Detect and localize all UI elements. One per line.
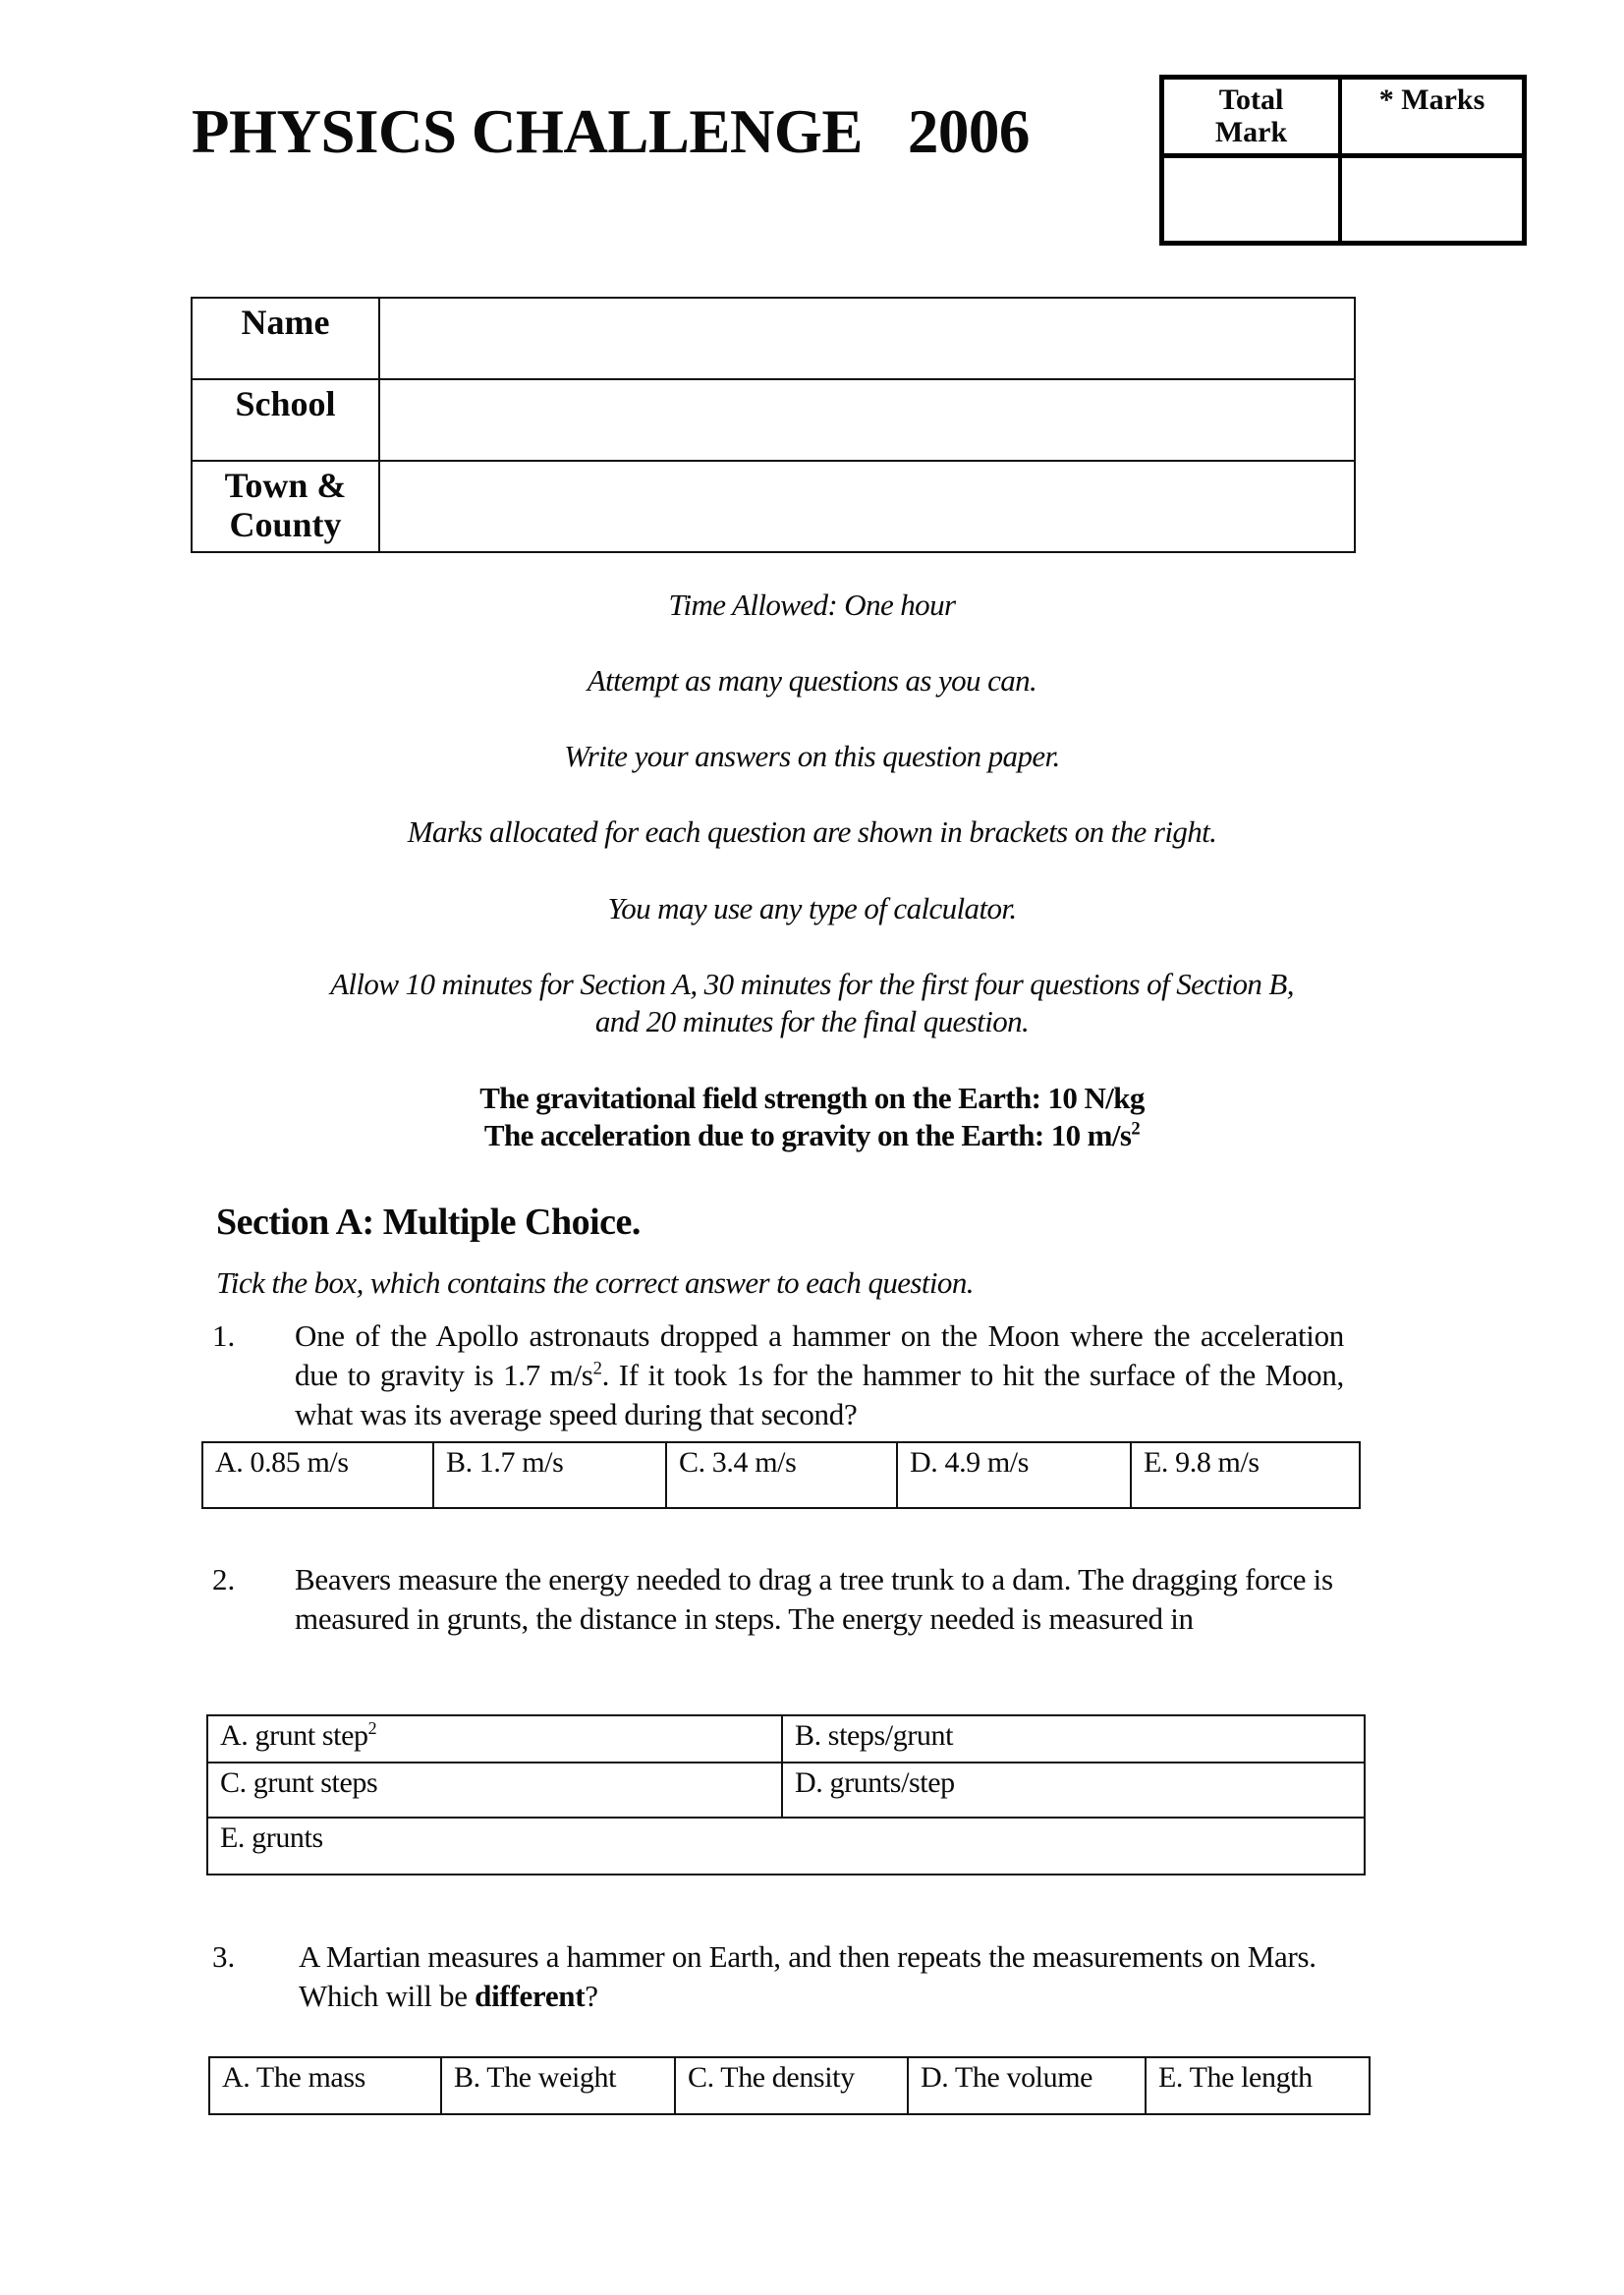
page-title	[192, 97, 1030, 166]
name-cell	[379, 298, 1355, 379]
section-heading: Section A: Multiple Choice.	[216, 1202, 641, 1243]
town-label: Town &	[224, 466, 347, 505]
option-b[interactable]: B. steps/grunt	[782, 1715, 1365, 1763]
superscript: 2	[367, 1718, 377, 1738]
constant-acceleration-text: The acceleration due to gravity on the Earth: 10 m/s	[483, 1118, 1132, 1152]
superscript: 2	[592, 1358, 602, 1379]
question-2-options	[206, 1714, 1366, 1875]
option-d[interactable]: D. grunts/step	[782, 1763, 1365, 1818]
town-county-label	[192, 461, 379, 552]
question-text-part: ?	[585, 1979, 598, 2013]
question-text-part: . If it took 1s for the hammer to hit the surface of the Moon, what was its average speed during that second?	[295, 1358, 1344, 1431]
question-3-options	[208, 2056, 1371, 2115]
details-row-school	[192, 379, 1355, 461]
school-field[interactable]	[380, 380, 1354, 460]
instruction-calculator: You may use any type of calculator.	[607, 891, 1017, 925]
total-mark-label-line2: Mark	[1214, 116, 1288, 148]
constant-acceleration	[0, 1118, 1624, 1153]
town-county-field[interactable]	[380, 462, 1354, 551]
marks-header	[1342, 80, 1522, 158]
time-allowed: Time Allowed: One hour	[668, 588, 956, 622]
option-c[interactable]: C. 3.4 m/s	[666, 1442, 897, 1508]
town-county-cell	[379, 461, 1355, 552]
title-year: 2006	[907, 97, 1030, 166]
school-cell	[379, 379, 1355, 461]
marks-field[interactable]	[1342, 158, 1522, 241]
option-a[interactable]: A. The mass	[209, 2057, 441, 2114]
option-a[interactable]: A. 0.85 m/s	[202, 1442, 433, 1508]
question-text	[295, 1316, 1344, 1434]
option-c[interactable]: C. grunt steps	[207, 1763, 782, 1818]
total-mark-field[interactable]	[1164, 158, 1342, 241]
option-d[interactable]: D. The volume	[908, 2057, 1146, 2114]
option-e[interactable]: E. grunts	[207, 1818, 1365, 1875]
marks-box	[1159, 75, 1527, 246]
instruction-allow-line1: Allow 10 minutes for Section A, 30 minutes for the first four questions of Section B,	[330, 967, 1294, 1001]
option-b[interactable]: B. 1.7 m/s	[433, 1442, 666, 1508]
instruction-marks: Marks allocated for each question are shown in brackets on the right.	[407, 814, 1217, 849]
candidate-details-table	[191, 297, 1356, 553]
total-mark-label-line1: Total	[1218, 84, 1284, 116]
school-label: School	[192, 379, 379, 461]
details-row-name	[192, 298, 1355, 379]
option-a[interactable]	[207, 1715, 782, 1763]
question-text-part: A Martian measures a hammer on Earth, and then repeats the measurements on Mars. Which will be	[299, 1939, 1316, 2013]
question-text-emphasis: different	[475, 1979, 586, 2013]
question-text: Beavers measure the energy needed to drag a tree trunk to a dam. The dragging force is measured in grunts, the distance in steps. The energy needed is measured in	[295, 1562, 1333, 1636]
option-e[interactable]: E. 9.8 m/s	[1131, 1442, 1360, 1508]
superscript: 2	[1131, 1118, 1141, 1140]
instruction-attempt: Attempt as many questions as you can.	[587, 663, 1037, 698]
question-text-part: One of the Apollo astronauts dropped a hammer on the Moon where the acceleration due to gravity is 1.7 m/s	[295, 1318, 1344, 1392]
instruction-write: Write your answers on this question paper.	[564, 739, 1060, 773]
option-b[interactable]: B. The weight	[441, 2057, 675, 2114]
county-label: County	[229, 505, 342, 544]
question-number: 3.	[212, 1939, 236, 1974]
constant-field-strength: The gravitational field strength on the Earth: 10 N/kg	[479, 1081, 1145, 1115]
total-mark-header	[1164, 80, 1342, 158]
name-label: Name	[192, 298, 379, 379]
option-c[interactable]: C. The density	[675, 2057, 908, 2114]
option-e[interactable]: E. The length	[1146, 2057, 1370, 2114]
question-1-options	[201, 1441, 1361, 1509]
title-text: PHYSICS CHALLENGE	[192, 97, 863, 166]
question-number: 2.	[212, 1562, 236, 1596]
question-text	[299, 1937, 1340, 2016]
details-row-town-county	[192, 461, 1355, 552]
option-d[interactable]: D. 4.9 m/s	[897, 1442, 1131, 1508]
marks-label: * Marks	[1378, 84, 1485, 116]
section-instruction: Tick the box, which contains the correct answer to each question.	[216, 1265, 974, 1300]
option-a-text: A. grunt step	[220, 1719, 368, 1752]
question-number: 1.	[212, 1318, 236, 1353]
name-field[interactable]	[380, 299, 1354, 378]
instruction-allow-line2: and 20 minutes for the final question.	[594, 1004, 1030, 1038]
